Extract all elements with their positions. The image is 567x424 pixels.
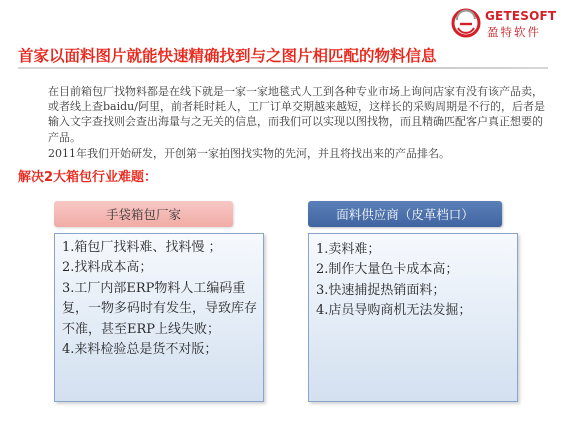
supplier-problems-panel (308, 233, 518, 402)
list-item: 1.箱包厂找料难、找料慢 ； (62, 240, 222, 255)
logo-mark-icon (451, 8, 481, 38)
intro-paragraph-2: 2011年我们开始研发，开创第一家拍图找实物的先河，并且将找出来的产品排名。 (48, 146, 450, 160)
list-item: 1.卖料难； (316, 242, 381, 257)
supplier-problems-list (316, 240, 514, 322)
list-item: 3.快速捕捉热销面料； (316, 282, 446, 298)
manufacturer-problems-list (62, 238, 260, 360)
supplier-header: 面料供应商（皮革档口） (308, 201, 502, 227)
getesoft-logo (451, 6, 557, 40)
slide-title: 首家以面料图片就能快速精确找到与之图片相匹配的物料信息 (18, 47, 437, 65)
list-item: 4.店员导购商机无法发掘； (316, 303, 472, 319)
intro-paragraph-1: 在目前箱包厂找物料都是在线下就是一家一家地毯式人工到各种专业市场上询问店家有没有该产品卖，或者线上查baidu/阿里，前者耗时耗人，工厂订单交期越来越短，这样长的采购周期是不行的，后者是输入文字查找则会查出海量与之无关的信息，而我们可以实现以图找物，而且精确匹配客户真正想要的产品。 (48, 85, 545, 144)
manufacturer-header: 手袋箱包厂家 (54, 201, 233, 227)
logo-name-cn: 盈特软件 (487, 25, 541, 39)
section-subtitle: 解决2大箱包行业难题： (18, 170, 158, 185)
list-item: 2.制作大量色卡成本高； (316, 262, 459, 278)
intro-text (48, 84, 546, 161)
logo-name-en: GETESOFT (485, 9, 557, 23)
title-divider (18, 67, 548, 69)
manufacturer-problems-panel (54, 233, 264, 402)
list-item: 3.工厂内部ERP物料人工编码重复，一物多码时有发生，导致库存不准，甚至ERP上线失败； (62, 280, 258, 337)
list-item: 4.来料检验总是货不对版； (62, 342, 218, 358)
list-item: 2.找料成本高； (62, 260, 153, 276)
